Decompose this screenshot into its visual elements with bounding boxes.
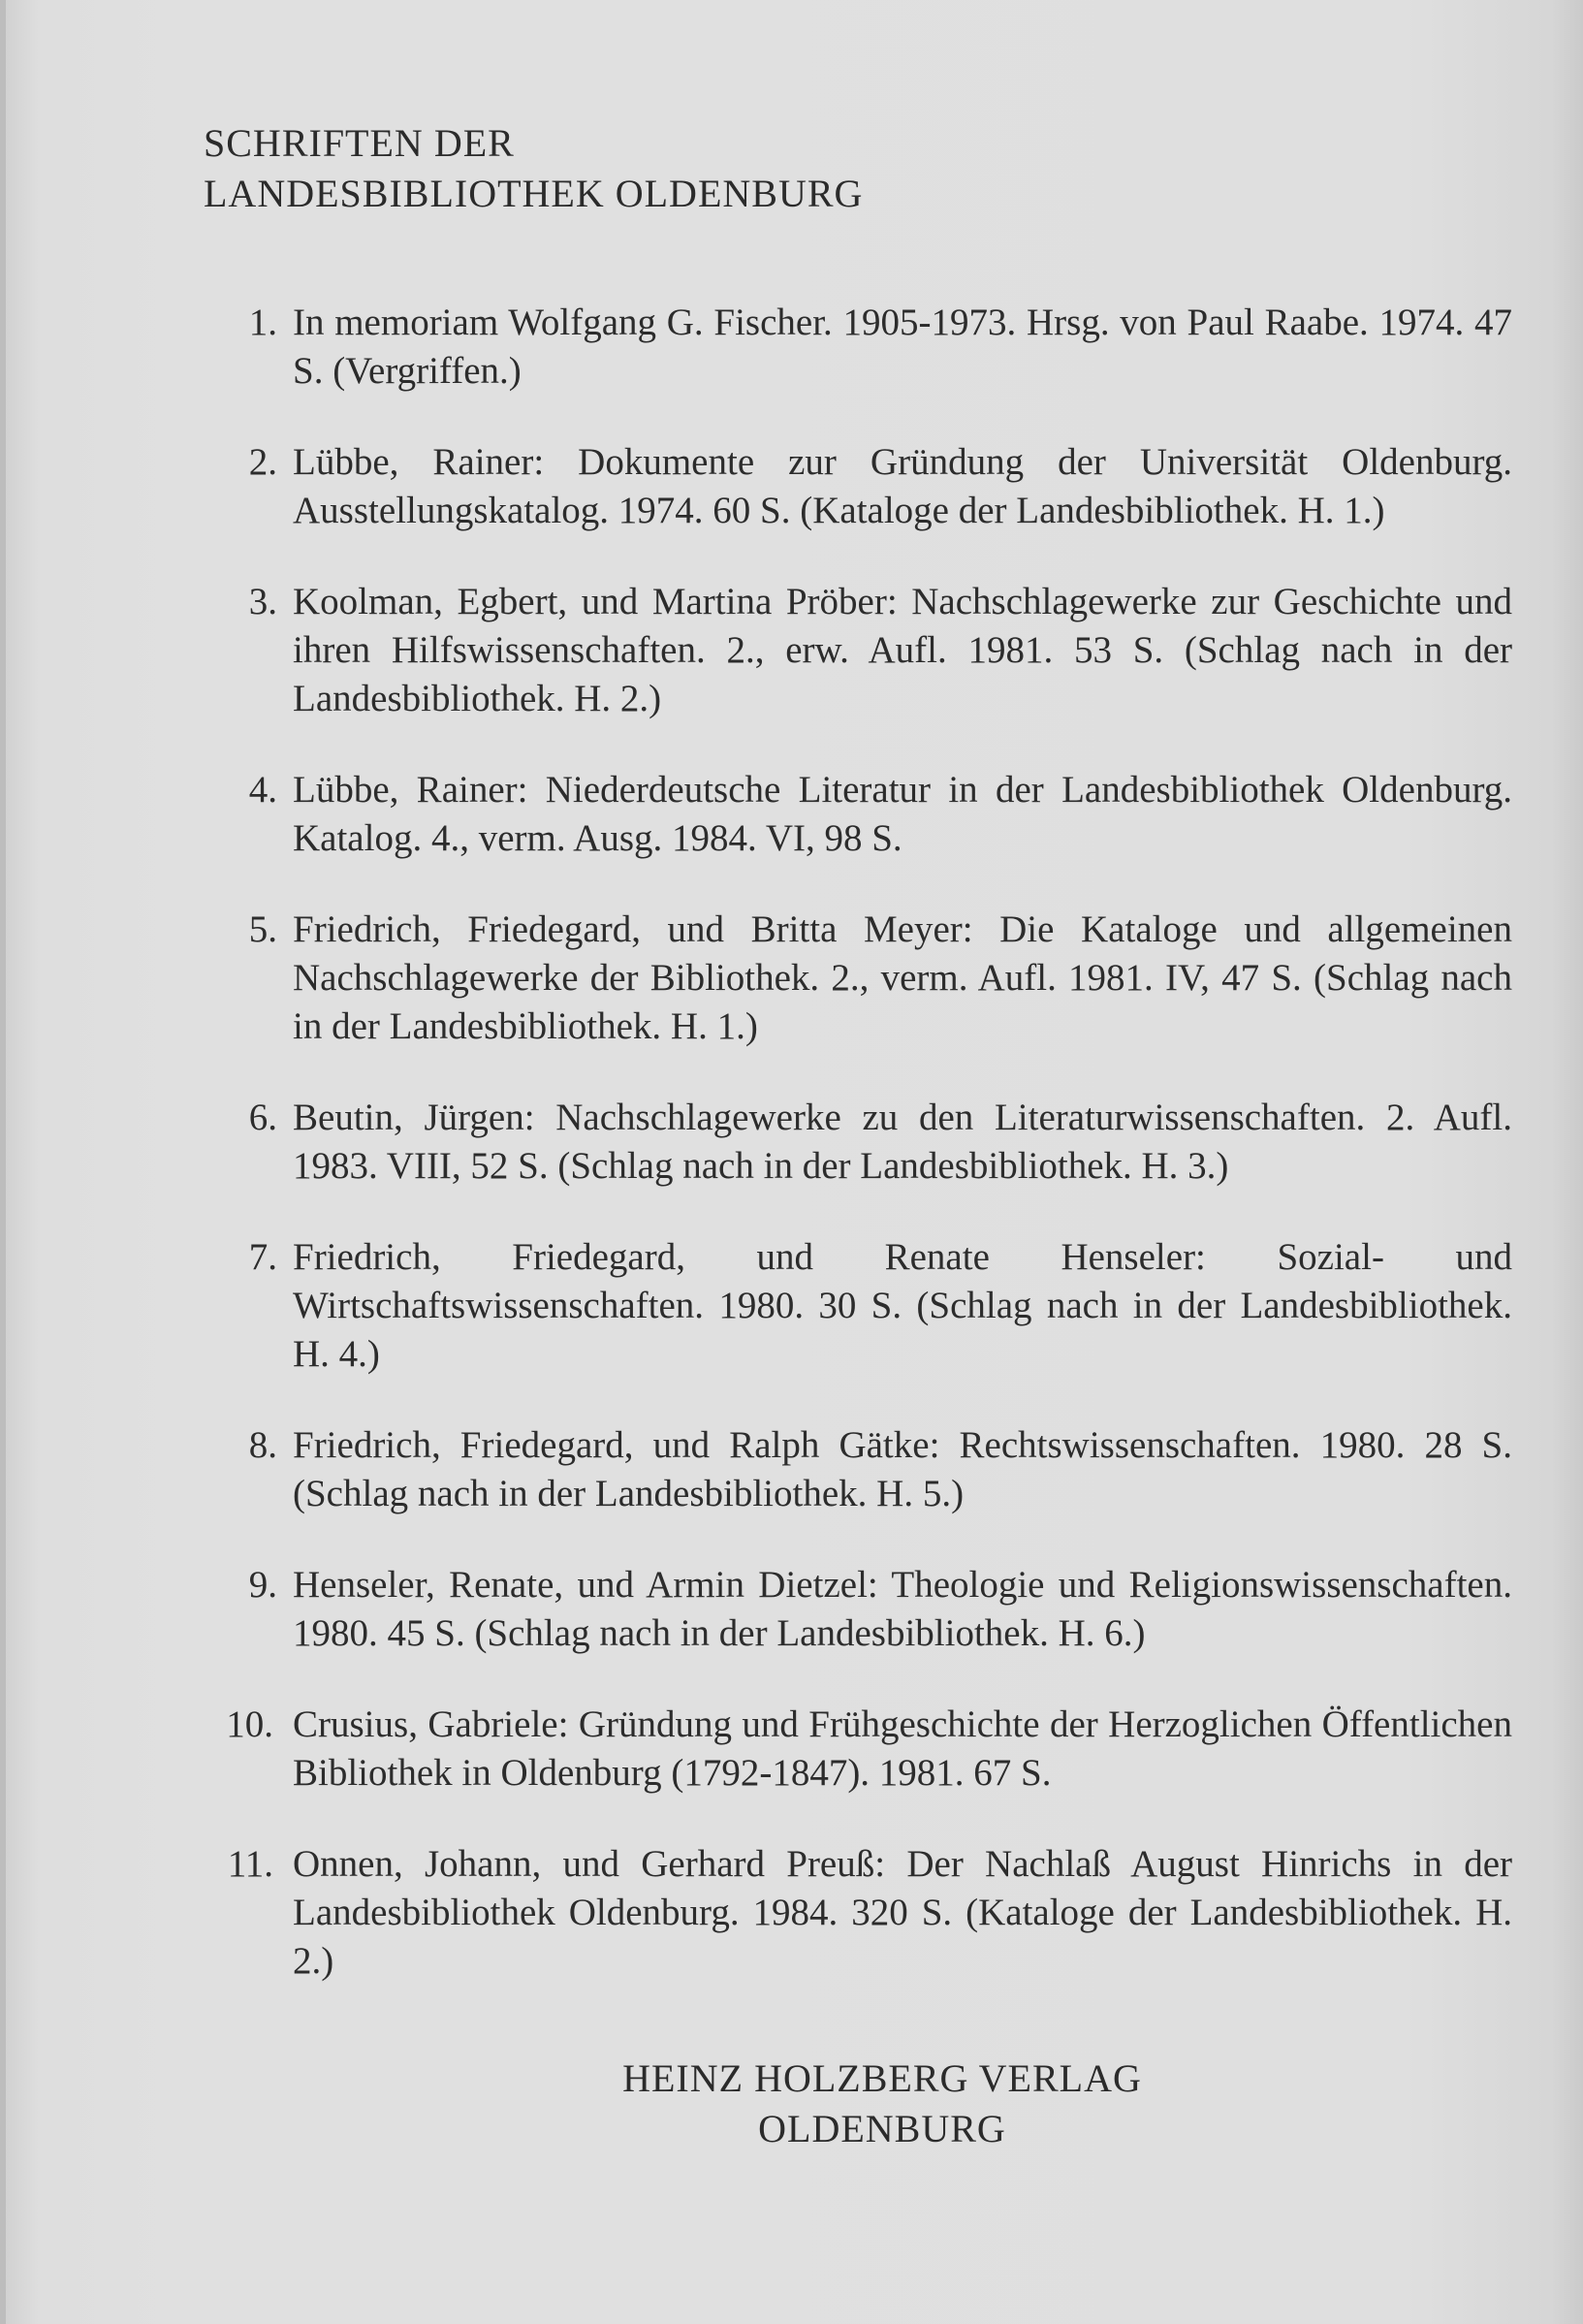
item-text: Friedrich, Friedegard, und Britta Meyer: Die Kataloge und allgemeinen Nachschlagewerke der Bibliothek. 2., verm. Aufl. 1981. IV, 47 S. (Schlag nach in der Landesbibliothek. H. 1.) xyxy=(293,908,1512,1047)
series-title xyxy=(204,118,1367,219)
item-text: Friedrich, Friedegard, und Renate Henseler: Sozial- und Wirtschaftswissenschaften. 1980. 30 S. (Schlag nach in der Landesbibliothek. H. 4.) xyxy=(293,1236,1512,1375)
publisher-imprint xyxy=(0,2053,1583,2154)
list-item xyxy=(223,438,1512,535)
list-item xyxy=(223,299,1512,396)
list-item xyxy=(223,1094,1512,1191)
item-number: 5. xyxy=(248,908,277,950)
item-text: Onnen, Johann, und Gerhard Preuß: Der Nachlaß August Hinrichs in der Landesbibliothek Oldenburg. 1984. 320 S. (Kataloge der Landesbibliothek. H. 2.) xyxy=(293,1843,1512,1982)
item-number: 10. xyxy=(226,1703,273,1745)
page-edge xyxy=(0,0,6,2324)
item-number: 8. xyxy=(248,1424,277,1466)
item-number: 6. xyxy=(248,1097,277,1138)
series-title-line-1: SCHRIFTEN DER xyxy=(204,121,515,165)
item-text: Crusius, Gabriele: Gründung und Frühgeschichte der Herzoglichen Öffentlichen Bibliothek in Oldenburg (1792-1847). 1981. 67 S. xyxy=(293,1703,1512,1794)
item-text: Koolman, Egbert, und Martina Pröber: Nachschlagewerke zur Geschichte und ihren Hilfswissenschaften. 2., erw. Aufl. 1981. 53 S. (Schlag nach in der Landesbibliothek. H. 2.) xyxy=(293,581,1512,719)
item-text: Beutin, Jürgen: Nachschlagewerke zu den Literaturwissenschaften. 2. Aufl. 1983. VIII, 52 S. (Schlag nach in der Landesbibliothek. H. 3.) xyxy=(293,1097,1512,1187)
list-item xyxy=(223,578,1512,723)
item-number: 2. xyxy=(248,441,277,483)
item-number: 3. xyxy=(248,581,277,622)
item-text: Henseler, Renate, und Armin Dietzel: Theologie und Religionswissenschaften. 1980. 45 S. (Schlag nach in der Landesbibliothek. H. 6.) xyxy=(293,1564,1512,1654)
item-number: 1. xyxy=(248,302,277,343)
publisher-name: HEINZ HOLZBERG VERLAG xyxy=(622,2056,1142,2100)
list-item xyxy=(223,906,1512,1051)
publication-list xyxy=(223,299,1512,1986)
list-item xyxy=(223,1840,1512,1986)
item-number: 11. xyxy=(227,1843,273,1885)
list-item xyxy=(223,1421,1512,1518)
item-number: 9. xyxy=(248,1564,277,1606)
item-text: Friedrich, Friedegard, und Ralph Gätke: Rechtswissenschaften. 1980. 28 S. (Schlag nach in der Landesbibliothek. H. 5.) xyxy=(293,1424,1512,1514)
list-item xyxy=(223,1233,1512,1379)
item-number: 7. xyxy=(248,1236,277,1278)
item-text: Lübbe, Rainer: Niederdeutsche Literatur in der Landesbibliothek Oldenburg. Katalog. 4., verm. Ausg. 1984. VI, 98 S. xyxy=(293,769,1512,859)
series-title-line-2: LANDESBIBLIOTHEK OLDENBURG xyxy=(204,172,864,215)
list-item xyxy=(223,1561,1512,1658)
item-number: 4. xyxy=(248,769,277,811)
list-item xyxy=(223,1701,1512,1798)
item-text: In memoriam Wolfgang G. Fischer. 1905-1973. Hrsg. von Paul Raabe. 1974. 47 S. (Vergriffen.) xyxy=(293,302,1512,392)
item-text: Lübbe, Rainer: Dokumente zur Gründung der Universität Oldenburg. Ausstellungskatalog. 1974. 60 S. (Kataloge der Landesbibliothek. H. 1.) xyxy=(293,441,1512,531)
list-item xyxy=(223,766,1512,863)
publisher-city: OLDENBURG xyxy=(758,2107,1006,2150)
